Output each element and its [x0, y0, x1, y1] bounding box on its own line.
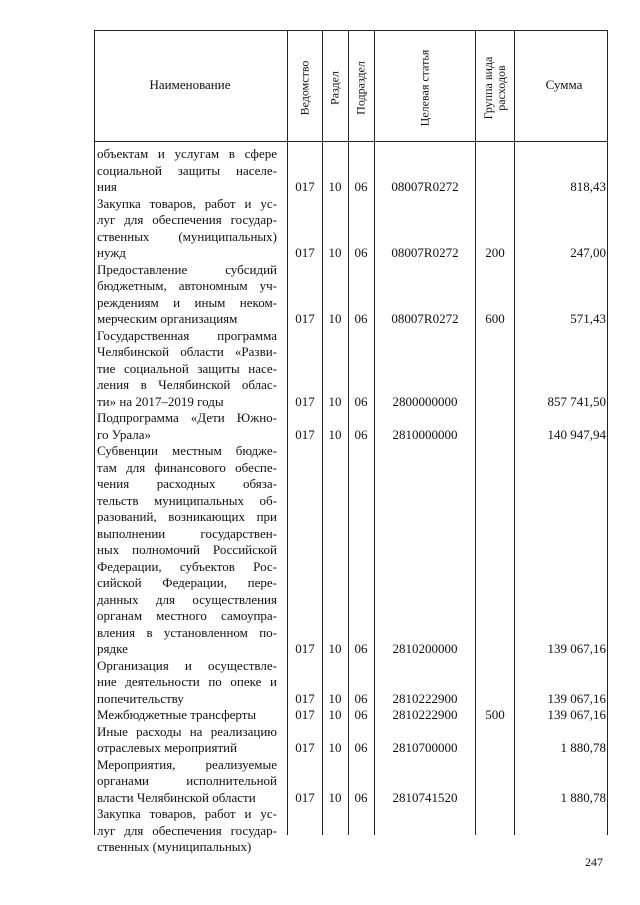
- cell-razdel: 10: [328, 245, 342, 260]
- row-name: [97, 707, 277, 724]
- column-divider: [374, 30, 375, 835]
- cell-celevaya: 08007R0272: [391, 179, 459, 194]
- cell-razdel: 10: [328, 690, 342, 706]
- cell-celevaya: 2810222900: [392, 690, 458, 706]
- cell-podrazdel: 06: [354, 179, 368, 194]
- cell-summa: 247,00: [570, 245, 606, 260]
- row-name-line: ственных (муниципальных): [97, 839, 252, 854]
- table-border-left: [94, 30, 95, 835]
- row-name-line: ти» на 2017–2019 годы: [97, 393, 224, 409]
- row-name-line: там для финансового обеспе-: [97, 459, 277, 475]
- row-name-line: Подпрограмма «Дети Южно-: [97, 410, 277, 425]
- cell-vedomstvo: 017: [295, 789, 315, 805]
- row-name-line: ления в Челябинской облас-: [97, 377, 277, 392]
- cell-razdel: 10: [328, 707, 342, 722]
- cell-celevaya: 2810000000: [392, 426, 458, 442]
- cell-summa: 139 067,16: [547, 690, 606, 706]
- row-name-line: реждениям и иным неком-: [97, 294, 277, 310]
- row-name: [97, 757, 277, 807]
- cell-summa: 1 880,78: [560, 789, 606, 805]
- cell-celevaya: 2800000000: [392, 393, 458, 409]
- cell-gruppa: 500: [485, 707, 505, 722]
- header-summa: Сумма: [545, 77, 583, 92]
- cell-razdel: 10: [328, 789, 342, 805]
- cell-celevaya: 2810200000: [392, 641, 458, 656]
- row-name-line: Челябинской области «Разви-: [97, 344, 277, 359]
- table-border-right: [607, 30, 608, 835]
- cell-summa: 139 067,16: [547, 707, 606, 722]
- cell-razdel: 10: [328, 641, 342, 656]
- cell-vedomstvo: 017: [295, 426, 315, 442]
- cell-razdel: 10: [328, 393, 342, 409]
- header-gruppa-line2: расходов: [494, 65, 508, 111]
- row-name-line: органами исполнительной: [97, 773, 277, 788]
- cell-vedomstvo: 017: [295, 245, 315, 260]
- header-podrazdel: Подраздел: [353, 61, 368, 115]
- header-divider: [94, 141, 608, 142]
- table-border-top: [94, 30, 608, 31]
- cell-podrazdel: 06: [354, 690, 368, 706]
- row-name-line: объектам и услугам в сфере: [97, 146, 277, 161]
- row-name: [97, 262, 277, 328]
- cell-podrazdel: 06: [354, 311, 368, 326]
- cell-summa: 140 947,94: [547, 426, 606, 442]
- cell-podrazdel: 06: [354, 393, 368, 409]
- cell-celevaya: 2810700000: [392, 740, 458, 755]
- row-name-line: тельств муниципальных об-: [97, 492, 277, 508]
- cell-vedomstvo: 017: [295, 740, 315, 755]
- row-name: [97, 146, 277, 196]
- cell-celevaya: 2810222900: [392, 707, 458, 722]
- cell-podrazdel: 06: [354, 245, 368, 260]
- row-name-line: Государственная программа: [97, 327, 277, 343]
- cell-podrazdel: 06: [354, 641, 368, 656]
- cell-summa: 1 880,78: [560, 740, 606, 755]
- row-name-line: ственных (муниципальных): [97, 228, 277, 244]
- cell-razdel: 10: [328, 740, 342, 755]
- header-celevaya: Целевая статья: [417, 49, 432, 127]
- row-name-line: органам местного самоупра-: [97, 608, 277, 623]
- row-name: [97, 410, 277, 443]
- row-name: [97, 724, 277, 757]
- cell-podrazdel: 06: [354, 789, 368, 805]
- header-gruppa-line1: Группа вида: [481, 56, 495, 120]
- row-name-line: мерческим организациям: [97, 311, 238, 326]
- cell-podrazdel: 06: [354, 426, 368, 442]
- cell-gruppa: 600: [485, 311, 505, 326]
- row-name-line: рядке: [97, 641, 128, 656]
- row-name-line: Закупка товаров, работ и ус-: [97, 806, 277, 821]
- cell-celevaya: 2810741520: [392, 789, 458, 805]
- cell-vedomstvo: 017: [295, 707, 315, 722]
- cell-gruppa: 200: [485, 245, 505, 260]
- row-name: [97, 658, 277, 708]
- cell-razdel: 10: [328, 426, 342, 442]
- page-number: 247: [585, 855, 603, 869]
- row-name-line: ние деятельности по опеке и: [97, 674, 277, 689]
- cell-podrazdel: 06: [354, 707, 368, 722]
- row-name-line: го Урала»: [97, 426, 151, 442]
- row-name-line: разований, возникающих при: [97, 509, 277, 524]
- header-gruppa: [482, 57, 508, 120]
- cell-celevaya: 08007R0272: [391, 245, 459, 260]
- row-name: [97, 806, 277, 856]
- row-name-line: ных полномочий Российской: [97, 542, 277, 557]
- cell-vedomstvo: 017: [295, 179, 315, 194]
- row-name: [97, 443, 277, 658]
- cell-razdel: 10: [328, 311, 342, 326]
- row-name-line: тие социальной защиты насе-: [97, 360, 277, 376]
- row-name-line: луг для обеспечения государ-: [97, 212, 277, 227]
- row-name-line: Межбюджетные трансферты: [97, 707, 257, 722]
- cell-vedomstvo: 017: [295, 393, 315, 409]
- row-name-line: попечительству: [97, 690, 184, 706]
- cell-vedomstvo: 017: [295, 311, 315, 326]
- row-name-line: Федерации, субъектов Рос-: [97, 558, 277, 574]
- row-name: [97, 196, 277, 262]
- header-vedomstvo: Ведомство: [297, 60, 312, 116]
- row-name-line: чения расходных обяза-: [97, 476, 277, 491]
- cell-podrazdel: 06: [354, 740, 368, 755]
- row-name-line: выполнении государствен-: [97, 525, 277, 541]
- cell-celevaya: 08007R0272: [391, 311, 459, 326]
- header-name: Наименование: [149, 77, 231, 92]
- row-name-line: социальной защиты населе-: [97, 162, 277, 178]
- cell-summa: 818,43: [570, 179, 606, 194]
- cell-summa: 139 067,16: [547, 641, 606, 656]
- cell-vedomstvo: 017: [295, 641, 315, 656]
- row-name-line: Иные расходы на реализацию: [97, 723, 277, 739]
- row-name-line: сийской Федерации, пере-: [97, 575, 277, 590]
- row-name-line: Субвенции местным бюдже-: [97, 443, 277, 458]
- row-name-line: Предоставление субсидий: [97, 261, 277, 277]
- row-name-line: нужд: [97, 245, 126, 260]
- row-name-line: бюджетным, автономным уч-: [97, 278, 277, 293]
- row-name-line: Закупка товаров, работ и ус-: [97, 195, 277, 211]
- row-name-line: власти Челябинской области: [97, 789, 256, 805]
- row-name: [97, 328, 277, 411]
- row-name-line: ния: [97, 179, 117, 194]
- row-name-line: луг для обеспечения государ-: [97, 822, 277, 838]
- row-name-line: вления в установленном по-: [97, 624, 277, 640]
- cell-vedomstvo: 017: [295, 690, 315, 706]
- row-name-line: Организация и осуществле-: [97, 657, 277, 673]
- row-name-line: Мероприятия, реализуемые: [97, 756, 277, 772]
- header-razdel: Раздел: [327, 71, 342, 105]
- column-divider: [514, 30, 515, 835]
- row-name-line: отраслевых мероприятий: [97, 740, 238, 755]
- cell-summa: 857 741,50: [547, 393, 606, 409]
- cell-razdel: 10: [328, 179, 342, 194]
- row-name-line: данных для осуществления: [97, 591, 277, 607]
- cell-summa: 571,43: [570, 311, 606, 326]
